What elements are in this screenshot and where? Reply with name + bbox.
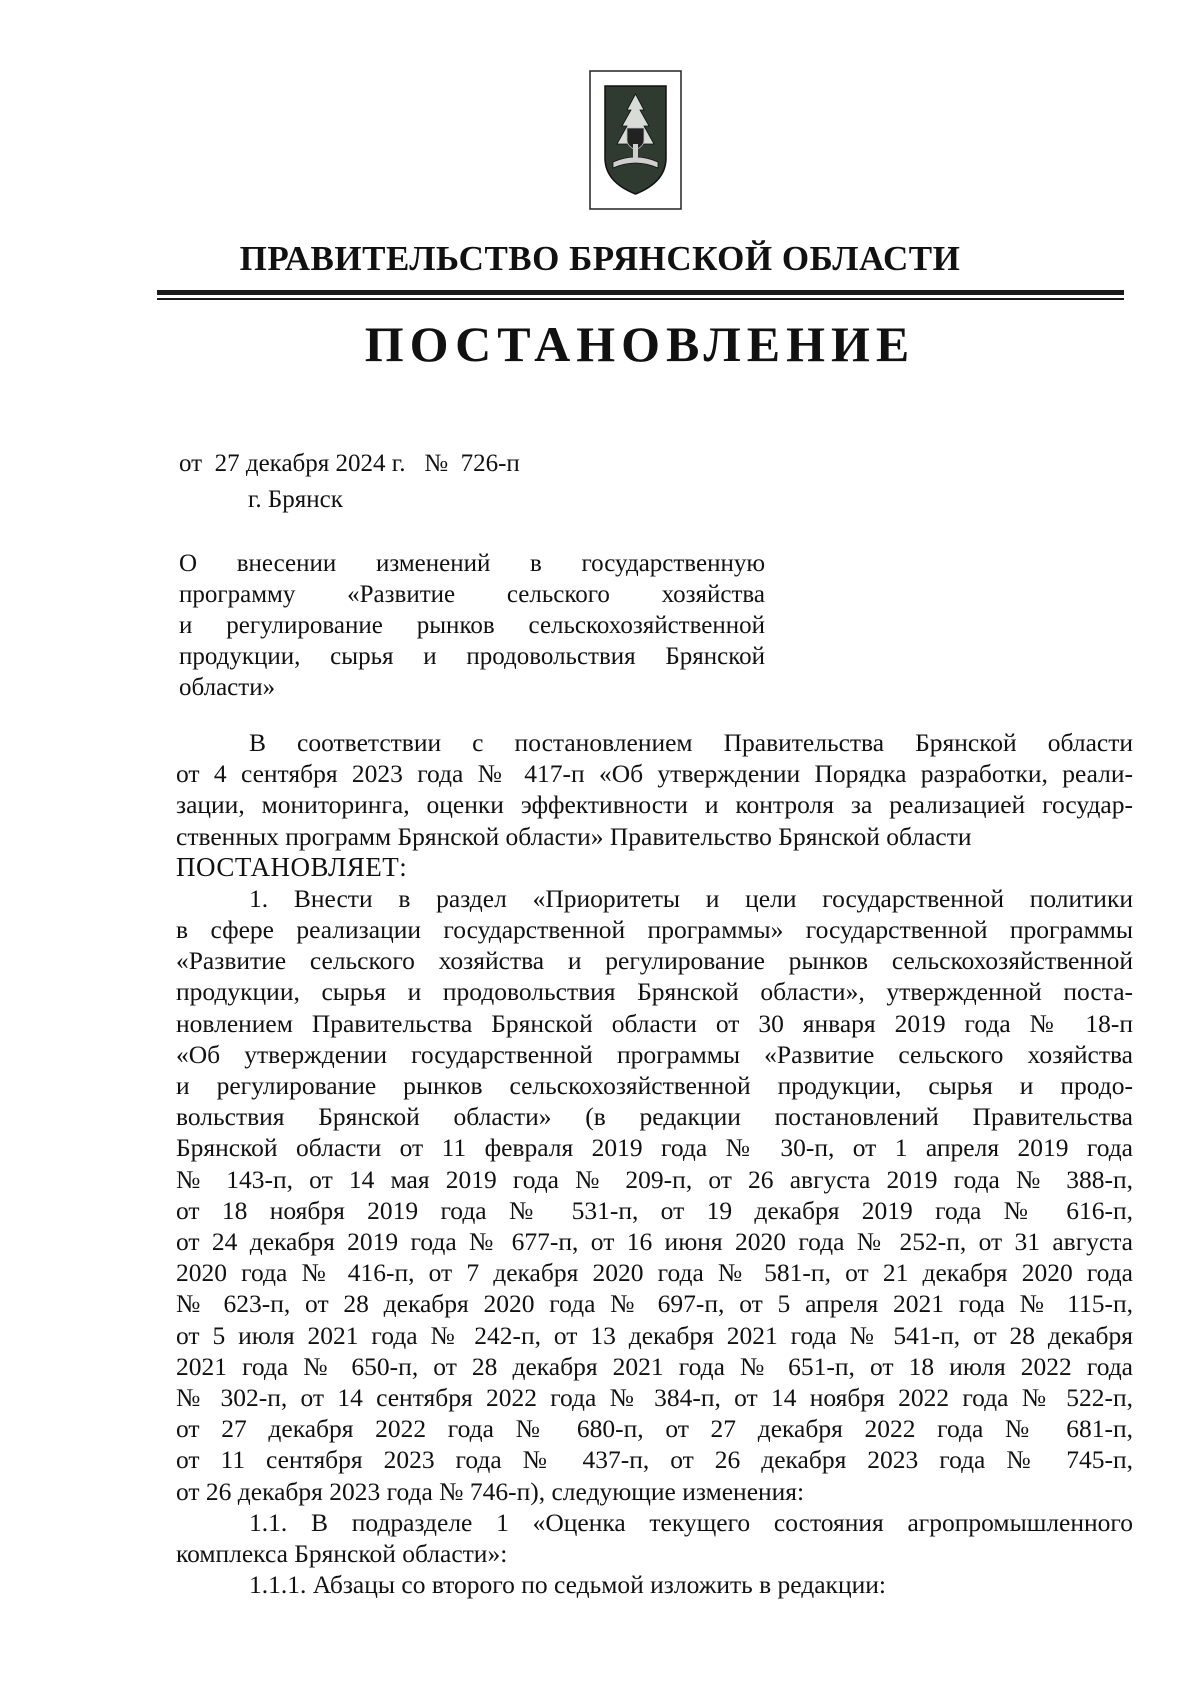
header-divider-thick [157,290,1124,295]
body-line: «Об утверждении государственной программы «Развитие сельского хозяйства [176,1039,1133,1069]
date-prefix: от [179,450,203,477]
body-line: № 143-п, от 14 мая 2019 года № 209-п, от 26 августа 2019 года № 388-п, [176,1164,1133,1194]
document-city: г. Брянск [248,486,343,513]
document-body [176,727,1133,1600]
body-line: 1.1.1. Абзацы со второго по седьмой изложить в редакции: [249,1570,886,1600]
subject-line: и регулирование рынков сельскохозяйственной [179,612,765,639]
body-line: 2020 года № 416-п, от 7 декабря 2020 года № 581-п, от 21 декабря 2020 года [176,1258,1133,1288]
document-subject [179,548,765,703]
body-line: от 5 июля 2021 года № 242-п, от 13 декабря 2021 года № 541-п, от 28 декабря [176,1320,1133,1350]
subject-line: программу «Развитие сельского хозяйства [179,581,765,608]
subject-line: области» [179,674,276,701]
coat-of-arms-icon [589,70,682,210]
body-line: № 623-п, от 28 декабря 2020 года № 697-п, от 5 апреля 2021 года № 115-п, [176,1289,1133,1319]
body-line: № 302-п, от 14 сентября 2022 года № 384-п, от 14 ноября 2022 года № 522-п, [176,1383,1133,1413]
item-1-paragraph [176,883,1133,1507]
body-line: новлением Правительства Брянской области от 30 января 2019 года № 18-п [176,1008,1133,1038]
body-line: 1. Внести в раздел «Приоритеты и цели государственной политики [249,883,1133,913]
subject-line: О внесении изменений в государственную [179,550,765,577]
body-line: от 4 сентября 2023 года № 417-п «Об утверждении Порядка разработки, реали- [176,759,1133,789]
body-line: от 24 декабря 2019 года № 677-п, от 16 июня 2020 года № 252-п, от 31 августа [176,1227,1133,1257]
government-title: ПРАВИТЕЛЬСТВО БРЯНСКОЙ ОБЛАСТИ [239,239,961,278]
body-line: в сфере реализации государственной программы» государственной программы [176,915,1133,945]
body-line: и регулирование рынков сельскохозяйственной продукции, сырья и продо- [176,1071,1133,1101]
body-line: комплекса Брянской области»: [176,1539,508,1569]
subject-line: продукции, сырья и продовольствия Брянской [179,643,765,670]
body-line: ственных программ Брянской области» Правительство Брянской области [176,821,972,851]
body-line: от 18 ноября 2019 года № 531-п, от 19 декабря 2019 года № 616-п, [176,1195,1133,1225]
body-line: «Развитие сельского хозяйства и регулирование рынков сельскохозяйственной [176,946,1133,976]
body-line: Брянской области от 11 февраля 2019 года № 30-п, от 1 апреля 2019 года [176,1133,1133,1163]
header-divider-thin [157,298,1124,300]
item-1-1-paragraph [176,1507,1133,1569]
document-type-title: ПОСТАНОВЛЕНИЕ [364,316,916,372]
body-line: от 27 декабря 2022 года № 680-п, от 27 декабря 2022 года № 681-п, [176,1414,1133,1444]
document-date-number [179,448,520,480]
body-line: 1.1. В подразделе 1 «Оценка текущего состояния агропромышленного [249,1507,1133,1537]
document-date: 27 декабря 2024 г. [214,450,406,477]
resolves-heading: ПОСТАНОВЛЯЕТ: [176,851,408,882]
body-line: В соответствии с постановлением Правительства Брянской области [249,728,1133,757]
body-line: 2021 года № 650-п, от 28 декабря 2021 года № 651-п, от 18 июля 2022 года [176,1351,1133,1381]
number-sign: № [424,450,449,477]
body-line: вольствия Брянской области» (в редакции постановлений Правительства [176,1102,1133,1132]
body-line: от 11 сентября 2023 года № 437-п, от 26 декабря 2023 года № 745-п, [176,1445,1133,1475]
body-line: зации, мониторинга, оценки эффективности и контроля за реализацией государ- [176,790,1133,820]
document-number: 726-п [460,450,520,477]
body-line: продукции, сырья и продовольствия Брянской области», утвержденной поста- [176,977,1133,1007]
item-1-1-1-paragraph [176,1569,1133,1600]
body-line: от 26 декабря 2023 года № 746-п), следующие изменения: [176,1476,805,1506]
preamble-paragraph [176,727,1133,852]
